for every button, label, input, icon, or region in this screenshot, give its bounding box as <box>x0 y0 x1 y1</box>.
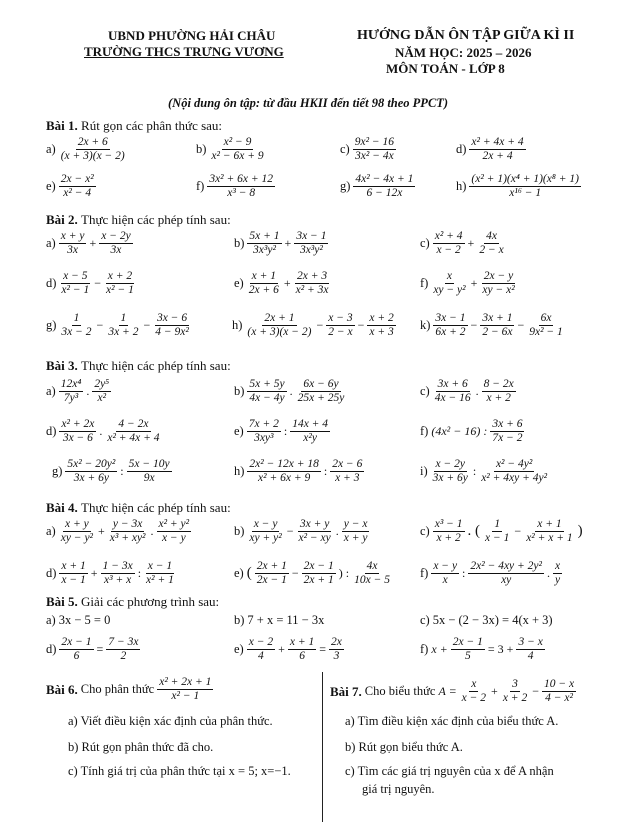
bai4-item-a: a) $\frac{x + y}{\text{xy − y²}}$ + $\frac{y - 3x}{\text{x³ + xy²}}$ . $\frac{\text{x² + y²}}{x - y}$ <box>46 518 190 545</box>
bai2-item-c: c) $\frac{\text{x² + 4}}{x - 2}$ + $\frac{4x}{2 - x}$ <box>420 230 504 257</box>
bai5-item-a: a) 3x − 5 = 0 <box>46 613 111 627</box>
bai5-item-b: b) 7 + x = 11 − 3x <box>234 613 325 627</box>
bai2-item-h: h) $\frac{2x + 1}{(x + 3)(x - 2)}$ − $\frac{x - 3}{2 - x}$ − $\frac{x + 2}{x + 3}$ <box>232 312 394 339</box>
bai1-item-h: h) $\frac{\text{(x² + 1)(x⁴ + 1)(x⁸ + 1)}}{\text{x¹⁶ − 1}}$ <box>456 173 579 200</box>
bai3-item-h: h) $\frac{\text{2x² − 12x + 18}}{\text{x² + 6x + 9}}$ : $\frac{2x - 6}{x + 3}$ <box>234 458 363 485</box>
bai7-item-c-cont: giá trị nguyên. <box>362 782 435 796</box>
bai3-item-f: f) (4x² − 16) : $\frac{3x + 6}{7x - 2}$ <box>420 418 523 445</box>
bai5-item-d: d) $\frac{2x - 1}{6}$ = $\frac{7 - 3x}{2}$ <box>46 636 139 663</box>
bai2-item-e: e) $\frac{x + 1}{2x + 6}$ + $\frac{2x + 3}{\text{x² + 3x}}$ <box>234 270 329 297</box>
bai4-item-c: c) $\frac{\text{x³ − 1}}{x + 2}$ . ( $\frac{1}{x - 1}$ − $\frac{x + 1}{\text{x² + x + 1}}$ ) <box>420 518 583 545</box>
school-name: TRƯỜNG THCS TRƯNG VƯƠNG <box>84 44 284 59</box>
bai2-item-d: d) $\frac{x - 5}{\text{x² − 1}}$ − $\frac{x + 2}{\text{x² − 1}}$ <box>46 270 134 297</box>
bai7-item-b: b) Rút gọn biểu thức A. <box>345 740 463 754</box>
bai2-item-b: b) $\frac{5x + 1}{\text{3x³y²}}$ + $\frac{3x - 1}{\text{3x³y²}}$ <box>234 230 327 257</box>
bai2-item-g: g) $\frac{1}{3x - 2}$ − $\frac{1}{3x + 2}$ − $\frac{3x - 6}{\text{4 − 9x²}}$ <box>46 312 189 339</box>
bai4-item-b: b) $\frac{x - y}{\text{xy + y²}}$ − $\frac{3x + y}{\text{x² − xy}}$ . $\frac{y - x}{x + y}$ <box>234 518 368 545</box>
department-name: UBND PHƯỜNG HẢI CHÂU <box>108 28 276 43</box>
bai5-item-e: e) $\frac{x - 2}{4}$ + $\frac{x + 1}{6}$ = $\frac{2x}{3}$ <box>234 636 342 663</box>
bai1-item-c: c) $\frac{\text{9x² − 16}}{\text{3x² − 4x}}$ <box>340 136 395 163</box>
bai3-heading: Bài 3. Thực hiện các phép tính sau: <box>46 358 231 373</box>
bai3-item-c: c) $\frac{3x + 6}{4x - 16}$ . $\frac{8 - 2x}{x + 2}$ <box>420 378 514 405</box>
bai1-item-f: f) $\frac{\text{3x² + 6x + 12}}{\text{x³ − 8}}$ <box>196 173 274 200</box>
bai3-item-a: a) $\frac{\text{12x⁴}}{\text{7y³}}$ . $\frac{\text{2y⁵}}{\text{x²}}$ <box>46 378 110 405</box>
bai1-item-g: g) $\frac{\text{4x² − 4x + 1}}{6 - 12x}$ <box>340 173 414 200</box>
bai3-item-d: d) $\frac{\text{x² + 2x}}{3x - 6}$ . $\frac{4 - 2x}{\text{x² + 4x + 4}}$ <box>46 418 160 445</box>
bai6-heading: Bài 6. Cho phân thức $\frac{\text{x² + 2x + 1}}{\text{x² − 1}}$ <box>46 676 212 703</box>
bai7-heading: Bài 7. Cho biểu thức A = $\frac{x}{x - 2}$ + $\frac{3}{x + 2}$ − $\frac{10 - x}{\text{4 − x²}}$ <box>330 678 575 705</box>
bai1-item-b: b) $\frac{\text{x² − 9}}{\text{x² − 6x + 9}}$ <box>196 136 264 163</box>
bai1-heading: Bài 1. Rút gọn các phân thức sau: <box>46 118 223 133</box>
bai2-heading: Bài 2. Thực hiện các phép tính sau: <box>46 212 231 227</box>
bai7-item-c: c) Tìm các giá trị nguyên của x để A nhận <box>345 764 554 778</box>
bai4-item-e: e) ( $\frac{2x + 1}{2x - 1}$ − $\frac{2x - 1}{2x + 1}$ ) : $\frac{4x}{10x - 5}$ <box>234 560 390 587</box>
bai5-item-f: f) x + $\frac{2x - 1}{5}$ = 3 + $\frac{3 - x}{4}$ <box>420 636 543 663</box>
bai5-heading: Bài 5. Giải các phương trình sau: <box>46 594 220 609</box>
bai6-item-c: c) Tính giá trị của phân thức tại x = 5; x=−1. <box>68 764 291 778</box>
bai1-item-a: a) $\frac{2x + 6}{(x + 3)(x - 2)}$ <box>46 136 125 163</box>
bai3-item-b: b) $\frac{5x + 5y}{4x - 4y}$ . $\frac{6x - 6y}{25x + 25y}$ <box>234 378 345 405</box>
subject-grade: MÔN TOÁN - LỚP 8 <box>386 61 505 76</box>
bai1-item-e: e) $\frac{\text{2x − x²}}{\text{x² − 4}}$ <box>46 173 94 200</box>
bai2-item-a: a) $\frac{x + y}{3x}$ + $\frac{x - 2y}{3x}$ <box>46 230 131 257</box>
bai7-item-a: a) Tìm điều kiện xác định của biểu thức A. <box>345 714 559 728</box>
document-title: HƯỚNG DẪN ÔN TẬP GIỮA KÌ II <box>357 28 575 43</box>
bai4-item-f: f) $\frac{x - y}{x}$ : $\frac{\text{2x² − 4xy + 2y²}}{xy}$ . $\frac{x}{y}$ <box>420 560 561 587</box>
bai4-heading: Bài 4. Thực hiện các phép tính sau: <box>46 500 231 515</box>
bai4-item-d: d) $\frac{x + 1}{x - 1}$ + $\frac{1 - 3x}{\text{x³ + x}}$ : $\frac{x - 1}{\text{x² + 1}}$ <box>46 560 174 587</box>
bai3-item-g: g) $\frac{\text{5x² − 20y²}}{3x + 6y}$ : $\frac{5x - 10y}{9x}$ <box>52 458 170 485</box>
school-year: NĂM HỌC: 2025 – 2026 <box>395 45 532 60</box>
bai6-item-a: a) Viết điều kiện xác định của phân thức. <box>68 714 273 728</box>
bai1-item-d: d) $\frac{\text{x² + 4x + 4}}{2x + 4}$ <box>456 136 524 163</box>
bai2-item-k: k) $\frac{3x - 1}{6x + 2}$ − $\frac{3x + 1}{2 - 6x}$ − $\frac{6x}{\text{9x² − 1}}$ <box>420 312 563 339</box>
bai2-item-f: f) $\frac{x}{\text{xy − y²}}$ + $\frac{2x - y}{\text{xy − x²}}$ <box>420 270 515 297</box>
review-scope: (Nội dung ôn tập: từ đầu HKII đến tiết 98 theo PPCT) <box>168 96 449 110</box>
bai3-item-e: e) $\frac{7x + 2}{\text{3xy³}}$ : $\frac{14x + 4}{\text{x²y}}$ <box>234 418 329 445</box>
bai6-item-b: b) Rút gọn phân thức đã cho. <box>68 740 214 754</box>
column-divider <box>322 672 323 822</box>
bai3-item-i: i) $\frac{x - 2y}{3x + 6y}$ : $\frac{\text{x² − 4y²}}{\text{x² + 4xy + 4y²}}$ <box>420 458 548 485</box>
bai5-item-c: c) 5x − (2 − 3x) = 4(x + 3) <box>420 613 553 627</box>
